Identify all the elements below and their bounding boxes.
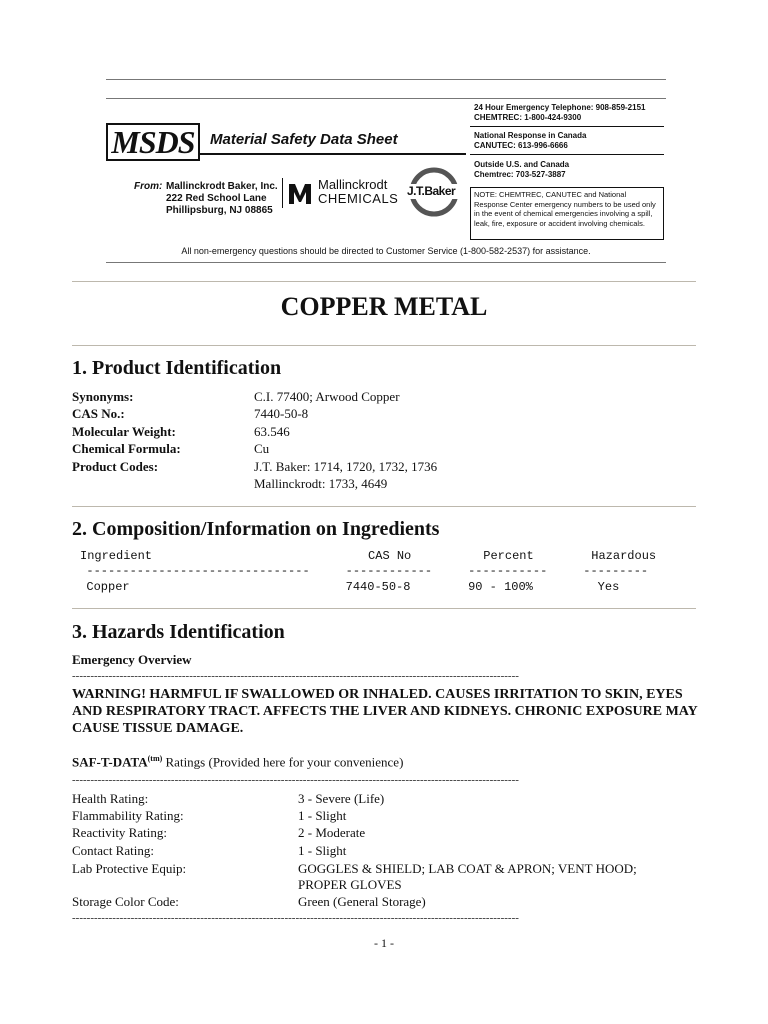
- rating-label: Reactivity Rating:: [72, 825, 167, 840]
- rating-label: Flammability Rating:: [72, 808, 184, 823]
- header-top-rule: [106, 79, 666, 80]
- contact-block-1: [474, 103, 645, 123]
- warning-text: WARNING! HARMFUL IF SWALLOWED OR INHALED. CAUSES IRRITATION TO SKIN, EYES AND RESPIRATORY TRACT. AFFECTS THE LIVER AND KIDNEYS. CHRONIC EXPOSURE MAY CAUSE TISSUE DAMAGE.: [72, 687, 698, 736]
- emergency-note: NOTE: CHEMTREC, CANUTEC and National Response Center emergency numbers to be used only in the event of chemical emergencies involving a spill, leak, fire, exposure or accident involving chemicals.: [470, 187, 664, 240]
- customer-service-line: All non-emergency questions should be directed to Customer Service (1-800-582-2537) for assistance.: [181, 246, 591, 256]
- contact-line: Outside U.S. and Canada: [474, 160, 570, 169]
- rating-label: Contact Rating:: [72, 843, 154, 858]
- company-address: [166, 181, 278, 217]
- document-title: COPPER METAL: [280, 292, 488, 321]
- rating-value: Green (General Storage): [298, 894, 426, 909]
- field-value: C.I. 77400; Arwood Copper: [254, 389, 400, 404]
- saf-label: SAF-T-DATA: [72, 754, 148, 770]
- company-line: Phillipsburg, NJ 08865: [166, 205, 273, 216]
- dashed-divider: --------------------------------------------------------------------------------------------------------------------------: [72, 670, 519, 682]
- contact-line: Chemtrec: 703-527-3887: [474, 170, 566, 179]
- page-number: - 1 -: [374, 936, 394, 950]
- section-heading: 1. Product Identification: [72, 357, 282, 379]
- title-top-rule: [72, 281, 696, 282]
- brand-line: Mallinckrodt: [318, 177, 388, 192]
- mallinckrodt-logo-icon: [287, 180, 313, 206]
- contact-block-2: [474, 131, 586, 151]
- rating-value: GOGGLES & SHIELD; LAB COAT & APRON; VENT HOOD;: [298, 861, 637, 876]
- brand-line: CHEMICALS: [318, 191, 399, 206]
- brand-divider: [282, 178, 283, 208]
- field-label: CAS No.:: [72, 406, 125, 421]
- title-underline: [200, 153, 466, 155]
- section-rule: [72, 608, 696, 609]
- field-value: 63.546: [254, 424, 290, 439]
- field-label: Product Codes:: [72, 459, 159, 474]
- contact-line: National Response in Canada: [474, 131, 587, 140]
- saf-rest: Ratings (Provided here for your convenience): [162, 754, 404, 770]
- table-row: Copper 7440-50-8 90 - 100% Yes: [72, 580, 620, 594]
- company-line: Mallinckrodt Baker, Inc.: [166, 181, 278, 192]
- contact-line: CANUTEC: 613-996-6666: [474, 141, 568, 150]
- rating-label: Storage Color Code:: [72, 894, 179, 909]
- emergency-overview-label: Emergency Overview: [72, 652, 192, 667]
- field-value: J.T. Baker: 1714, 1720, 1732, 1736: [254, 459, 438, 474]
- rating-value: 1 - Slight: [298, 843, 347, 858]
- field-value: Mallinckrodt: 1733, 4649: [254, 476, 388, 491]
- jtbaker-logo: J.T.Baker: [407, 184, 456, 198]
- rating-value: 1 - Slight: [298, 808, 347, 823]
- title-bottom-rule: [72, 345, 696, 346]
- company-line: 222 Red School Lane: [166, 193, 267, 204]
- ingredient-table-divider: ------------------------------- ------------ ----------- ---------: [72, 564, 649, 578]
- field-label: Synonyms:: [72, 389, 134, 404]
- rating-value-continued: PROPER GLOVES: [298, 877, 402, 892]
- contact-line: CHEMTREC: 1-800-424-9300: [474, 113, 582, 122]
- section-heading: 3. Hazards Identification: [72, 621, 285, 643]
- field-label: Molecular Weight:: [72, 424, 176, 439]
- rating-label: Health Rating:: [72, 791, 149, 806]
- rating-label: Lab Protective Equip:: [72, 861, 187, 876]
- contact-divider: [470, 154, 664, 155]
- header-rule: [106, 98, 666, 99]
- rating-value: 2 - Moderate: [298, 825, 366, 840]
- section-heading: 2. Composition/Information on Ingredients: [72, 518, 440, 540]
- dashed-divider: --------------------------------------------------------------------------------------------------------------------------: [72, 774, 519, 786]
- contact-divider: [470, 126, 664, 127]
- msds-logo: MSDS: [106, 123, 200, 161]
- rating-value: 3 - Severe (Life): [298, 791, 385, 806]
- field-value: 7440-50-8: [254, 406, 309, 421]
- dashed-divider: --------------------------------------------------------------------------------------------------------------------------: [72, 912, 519, 924]
- field-value: Cu: [254, 441, 270, 456]
- contact-block-3: [474, 160, 569, 180]
- saf-t-data-heading: [72, 754, 403, 770]
- trademark-mark: (tm): [147, 754, 163, 763]
- ingredient-table-header: Ingredient CAS No Percent Hazardous: [80, 549, 657, 563]
- header-bottom-rule: [106, 262, 666, 263]
- from-label: From:: [134, 181, 163, 192]
- contact-line: 24 Hour Emergency Telephone: 908-859-2151: [474, 103, 646, 112]
- section-rule: [72, 506, 696, 507]
- msds-title: Material Safety Data Sheet: [210, 131, 398, 148]
- field-label: Chemical Formula:: [72, 441, 181, 456]
- mallinckrodt-brand: [318, 178, 398, 206]
